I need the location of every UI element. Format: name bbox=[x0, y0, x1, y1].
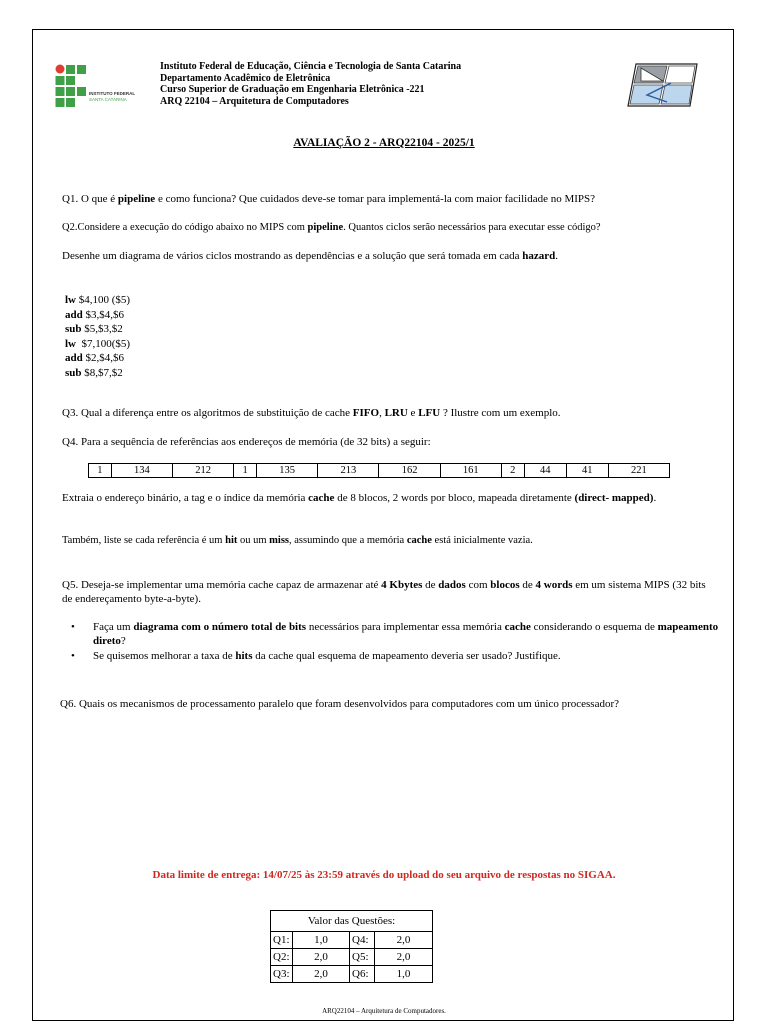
question-1 bbox=[62, 192, 702, 206]
exam-title: AVALIAÇÃO 2 - ARQ22104 - 2025/1 bbox=[293, 137, 475, 149]
q1-text-end: e como funciona? Que cuidados deve-se tomar para implementá-la com maior facilidade no MIPS? bbox=[155, 193, 596, 205]
header-line-1: Instituto Federal de Educação, Ciência e Tecnologia de Santa Catarina bbox=[160, 61, 462, 72]
ref-cell: 41 bbox=[566, 464, 608, 478]
question-4: Q4. Para a sequência de referências aos endereços de memória (de 32 bits) a seguir: bbox=[62, 436, 431, 448]
code-line: lw $7,100($5) bbox=[65, 337, 131, 350]
table-row: Q2: 2,0 Q5: 2,0 bbox=[271, 949, 433, 966]
question-3: Q3. Qual a diferença entre os algoritmos de substituição de cache FIFO, LRU e LFU ? Ilustre com um exemplo. bbox=[62, 407, 561, 419]
department-logo bbox=[627, 63, 699, 107]
code-line: sub $8,$7,$2 bbox=[65, 366, 123, 379]
question-2-diagram bbox=[62, 249, 702, 263]
ref-cell: 135 bbox=[257, 464, 318, 478]
question-4-instructions: Extraia o endereço binário, a tag e o índice da memória cache de 8 blocos, 2 words por bloco, mapeada diretamente (direct- mapped). bbox=[62, 492, 657, 504]
question-2 bbox=[62, 221, 702, 235]
header-line-2: Departamento Acadêmico de Eletrônica bbox=[160, 72, 331, 84]
ifsc-logo-icon bbox=[55, 64, 89, 108]
ref-cell: 212 bbox=[173, 464, 234, 478]
question-5-bullets bbox=[62, 620, 733, 664]
question-values-table bbox=[270, 910, 433, 983]
q2b-keyword: hazard bbox=[522, 250, 556, 262]
q2-text-end: . Quantos ciclos serão necessários para executar esse código? bbox=[343, 222, 601, 233]
table-row: Q3: 2,0 Q6: 1,0 bbox=[271, 966, 433, 983]
header-line-3: Curso Superior de Graduação em Engenharia Eletrônica -221 bbox=[160, 84, 425, 95]
ref-cell: 1 bbox=[234, 464, 257, 478]
ref-cell: 162 bbox=[379, 464, 440, 478]
list-item: • Faça um diagrama com o número total de bits necessários para implementar essa memória cache considerando o esquema de mapeamento direto? bbox=[71, 621, 719, 647]
ref-cell: 134 bbox=[111, 464, 172, 478]
list-item: • Se quisemos melhorar a taxa de hits da cache qual esquema de mapeamento deveria ser usado? Justifique. bbox=[71, 650, 561, 662]
q2-text: Q2.Considere a execução do código abaixo no MIPS com bbox=[62, 222, 308, 233]
ifsc-logo bbox=[55, 64, 155, 108]
deadline-notice: Data limite de entrega: 14/07/25 às 23:59 através do upload do seu arquivo de respostas no SIGAA. bbox=[152, 869, 616, 881]
ref-cell: 213 bbox=[318, 464, 379, 478]
ref-cell: 1 bbox=[89, 464, 112, 478]
table-row: Q1: 1,0 Q4: 2,0 bbox=[271, 932, 433, 949]
q2b-text: Desenhe um diagrama de vários ciclos mostrando as dependências e a solução que será tomada em cada bbox=[62, 250, 523, 262]
q2b-text-end: . bbox=[555, 250, 559, 262]
q1-keyword: pipeline bbox=[117, 193, 156, 205]
bullet-icon: • bbox=[71, 650, 75, 662]
q1-text: Q1. O que é bbox=[62, 193, 118, 205]
code-line: add $2,$4,$6 bbox=[65, 352, 124, 365]
ref-cell: 221 bbox=[608, 464, 669, 478]
fifo-keyword: FIFO bbox=[352, 407, 380, 419]
memory-references-table bbox=[88, 463, 670, 478]
code-line: lw $4,100 ($5) bbox=[65, 294, 131, 306]
table-row bbox=[271, 911, 433, 932]
bullet-icon: • bbox=[71, 621, 75, 633]
department-logo-icon bbox=[627, 63, 699, 107]
logo-text-line2: SANTA CATARINA bbox=[89, 97, 127, 102]
lru-keyword: LRU bbox=[384, 407, 408, 419]
q2-keyword: pipeline bbox=[307, 222, 344, 233]
question-4-hit-miss: Também, liste se cada referência é um hit ou um miss, assumindo que a memória cache está inicialmente vazia. bbox=[62, 535, 533, 546]
question-6: Q6. Quais os mecanismos de processamento paralelo que foram desenvolvidos para computadores com um único processador? bbox=[60, 698, 620, 710]
ref-cell: 161 bbox=[440, 464, 501, 478]
values-table-header: Valor das Questões: bbox=[271, 911, 433, 932]
ref-cell: 2 bbox=[501, 464, 524, 478]
ref-cell: 44 bbox=[524, 464, 566, 478]
institution-header bbox=[160, 61, 461, 107]
code-line: add $3,$4,$6 bbox=[65, 308, 124, 321]
question-5: Q5. Deseja-se implementar uma memória cache capaz de armazenar até 4 Kbytes de dados com blocos de 4 words em um sistema MIPS (32 bits de endereçamento byte-a-byte). bbox=[62, 579, 706, 605]
table-row bbox=[89, 464, 670, 478]
header-line-4: ARQ 22104 – Arquitetura de Computadores bbox=[160, 95, 349, 107]
page-footer: ARQ22104 – Arquitetura de Computadores. bbox=[322, 1007, 446, 1015]
lfu-keyword: LFU bbox=[418, 407, 441, 419]
mips-code-block bbox=[65, 293, 130, 381]
code-line: sub $5,$3,$2 bbox=[65, 323, 123, 336]
logo-text-line1: INSTITUTO FEDERAL bbox=[89, 91, 136, 96]
